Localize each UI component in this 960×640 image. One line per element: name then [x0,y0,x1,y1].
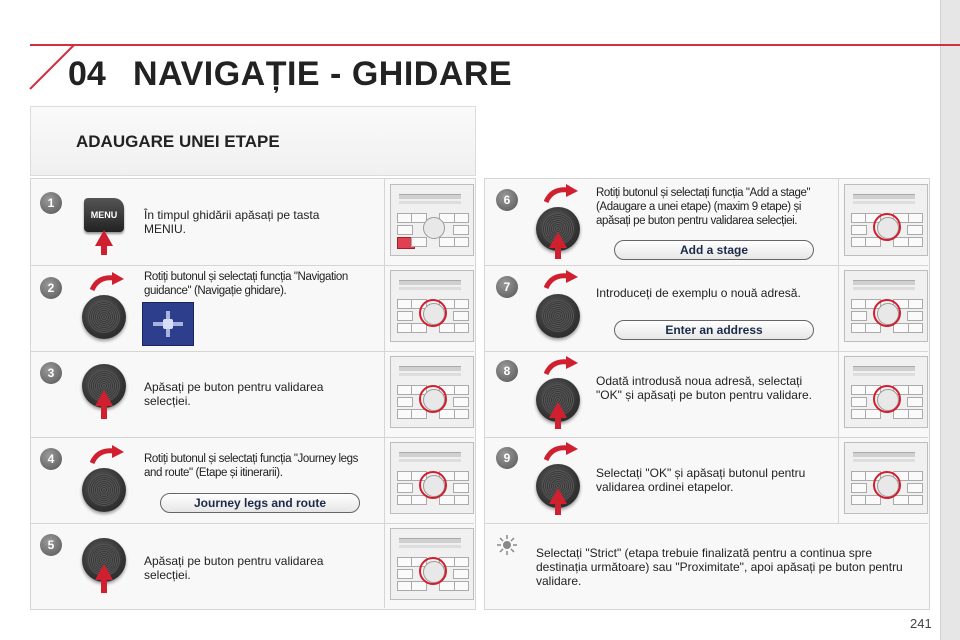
step-text-6: Rotiți butonul și selectați funcția "Add a stage" (Adaugare a unei etape) (maxim 9 etape) și apăsați pe buton pentru validarea selecției. [596,187,811,227]
radio-unit-illustration [390,442,474,514]
menu-key-icon: MENU [84,198,124,232]
rotate-arrow-icon [544,270,578,290]
tip-lamp-icon [496,534,518,556]
radio-unit-button [453,385,469,395]
tip-text: Selectați "Strict" (etapa trebuie finalizată pentru a continua spre destinația următoare) sau "Proximitate", apoi apăsați pe buton pentru validare. [536,546,903,588]
radio-unit-button [851,397,867,407]
radio-unit-button [907,225,923,235]
step-text-4: Rotiți butonul și selectați funcția "Journey legs and route" (Etape și itinerarii). [144,453,358,479]
step-text-2: Rotiți butonul și selectați funcția "Navigation guidance" (Navigație ghidare). [144,271,348,297]
radio-unit-illustration [390,528,474,600]
radio-unit-button [453,557,469,567]
radio-unit-knob-highlight [419,299,447,327]
radio-unit-knob-highlight [873,299,901,327]
press-arrow-icon [95,390,113,406]
rotate-arrow-icon [544,442,578,462]
radio-unit-knob-highlight [419,385,447,413]
step-number-8: 8 [496,360,518,382]
press-arrow-icon [549,488,567,504]
press-arrow-stem [555,503,561,515]
radio-unit-illustration [390,184,474,256]
radio-unit-button [411,237,427,247]
step-text-3: Apăsați pe buton pentru validarea selecției. [144,380,324,408]
radio-unit-knob-highlight [873,471,901,499]
press-arrow-stem [555,417,561,429]
radio-unit-button [397,225,413,235]
radio-unit-button [453,225,469,235]
radio-unit-button [907,385,923,395]
radio-unit-button [907,299,923,309]
radio-unit-button [907,495,923,505]
radio-unit-button [397,483,413,493]
radio-unit-button [453,483,469,493]
step-number-4: 4 [40,448,62,470]
row-divider [30,351,474,352]
radio-unit-button [893,237,909,247]
radio-unit-button [397,311,413,321]
radio-unit-button [893,495,909,505]
radio-unit-illustration [844,184,928,256]
radio-unit-illustration [390,356,474,428]
header-rule [30,44,960,46]
step-number-2: 2 [40,277,62,299]
radio-unit-button [453,495,469,505]
add-stage-pill: Add a stage [614,240,814,260]
press-arrow-stem [101,405,107,419]
step-number-7: 7 [496,276,518,298]
radio-unit-knob [423,217,445,239]
press-arrow-stem [101,245,107,255]
step-number-5: 5 [40,534,62,556]
step-text-1: În timpul ghidării apăsați pe tasta MENIU. [144,208,320,236]
radio-unit-button [453,323,469,333]
radio-unit-knob-highlight [873,213,901,241]
press-arrow-icon [95,564,113,580]
radio-unit-button [453,581,469,591]
radio-unit-button [439,581,455,591]
enter-address-pill: Enter an address [614,320,814,340]
radio-unit-button [453,397,469,407]
step-number-1: 1 [40,192,62,214]
column-divider [384,178,385,608]
rotate-arrow-icon [90,272,124,292]
radio-unit-illustration [844,442,928,514]
page-title: NAVIGAȚIE - GHIDARE [133,55,513,93]
chapter-number: 04 [68,55,106,93]
rotate-arrow-icon [544,184,578,204]
radio-unit-button [397,569,413,579]
radio-unit-button [453,299,469,309]
step-text-5: Apăsați pe buton pentru validarea selecției. [144,554,324,582]
step-number-3: 3 [40,362,62,384]
radio-unit-button [907,483,923,493]
radio-unit-button [893,323,909,333]
radio-unit-illustration [844,356,928,428]
step-text-7: Introduceți de exemplu o nouă adresă. [596,286,801,300]
radio-unit-button [453,213,469,223]
row-divider [30,265,474,266]
radio-unit-button [907,213,923,223]
radio-unit-button [907,237,923,247]
radio-unit-button [907,397,923,407]
radio-unit-button [907,471,923,481]
row-divider [30,523,474,524]
radio-unit-button [907,409,923,419]
journey-legs-pill: Journey legs and route [160,493,360,513]
rotary-knob-icon [82,468,126,512]
radio-unit-button [453,311,469,321]
rotate-arrow-icon [544,356,578,376]
radio-unit-button [453,471,469,481]
radio-unit-knob-highlight [419,557,447,585]
radio-unit-button [439,409,455,419]
radio-unit-button [907,311,923,321]
radio-unit-button [453,569,469,579]
radio-unit-button [439,495,455,505]
radio-unit-button [893,409,909,419]
radio-unit-button [851,483,867,493]
step-number-6: 6 [496,189,518,211]
press-arrow-icon [549,402,567,418]
radio-unit-illustration [390,270,474,342]
press-arrow-stem [101,579,107,593]
step-text-9: Selectați "OK" și apăsați butonul pentru validarea ordinei etapelor. [596,466,806,494]
page-edge-tab [940,0,960,640]
radio-unit-knob-highlight [873,385,901,413]
radio-unit-button [851,225,867,235]
radio-unit-button [397,397,413,407]
radio-unit-knob-highlight [419,471,447,499]
radio-unit-button [851,311,867,321]
page-number: 241 [910,616,932,631]
rotate-arrow-icon [90,445,124,465]
row-divider [484,523,928,524]
row-divider [484,265,928,266]
radio-unit-button [453,237,469,247]
row-divider [484,437,928,438]
row-divider [30,437,474,438]
radio-unit-button [439,237,455,247]
rotary-knob-icon [536,294,580,338]
step-number-9: 9 [496,447,518,469]
press-arrow-icon [95,230,113,246]
press-arrow-icon [549,232,567,248]
navigation-pad-icon [142,302,194,346]
press-arrow-stem [555,247,561,259]
radio-unit-button [439,323,455,333]
radio-unit-button [907,323,923,333]
radio-unit-button [453,409,469,419]
column-divider [838,178,839,524]
section-title: ADAUGARE UNEI ETAPE [76,132,280,151]
radio-unit-illustration [844,270,928,342]
row-divider [484,351,928,352]
rotary-knob-icon [82,295,126,339]
step-text-8: Odată introdusă noua adresă, selectați "OK" și apăsați pe buton pentru validare. [596,374,812,402]
